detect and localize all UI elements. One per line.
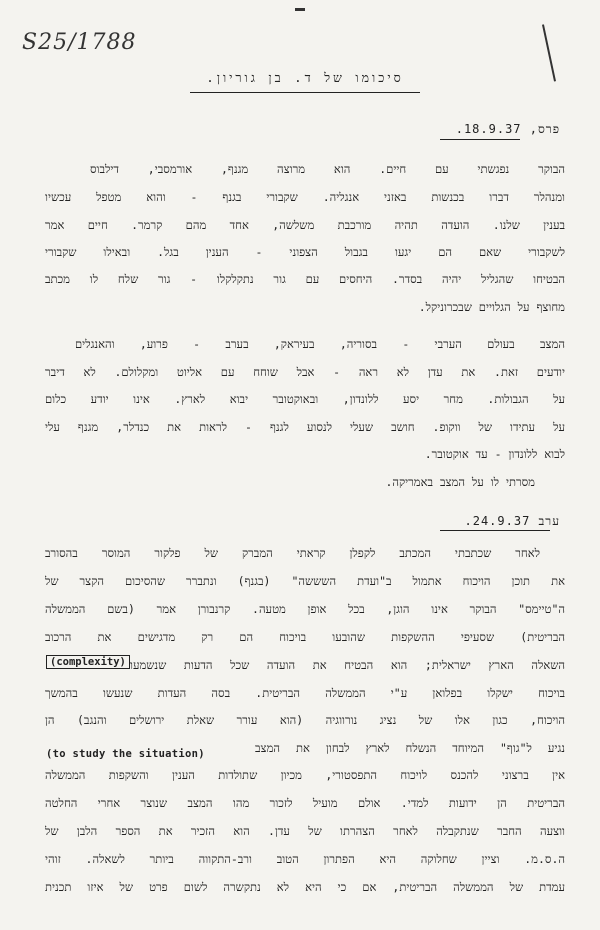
section2-line-4: הבריטית) שסעיפי ההשקפות שהובעו בויכוח הם רק מדגישים את הרכוב — [45, 630, 565, 644]
section1-line-7: המצב בעולם הערבי - בסוריה, בעיראק, בערב - פרוע, והאנגלים — [75, 337, 565, 351]
section1-date-underline — [440, 139, 520, 140]
document-title: סיכומו של ד. בן גוריון. — [206, 70, 404, 85]
section1-line-4: לשקבורי שאם הם יגעו בגבול הצפוני - הענין בגל. ובאילו שקבורי — [45, 245, 565, 259]
handwritten-reference: S25/1788 — [22, 30, 137, 55]
section1-dateline: פרס, 18.9.37. — [455, 122, 560, 136]
section1-line-6: מחוצף על הגלויים שבכרוניקל. — [418, 300, 565, 314]
section1-line-11: לבוא ללונדון - עד אוקטובר. — [424, 447, 565, 461]
section2-line-1: לאחר שכתבתי המכתב לקפלן קראתי המברק של פלקור המוסר בהסורב — [45, 546, 540, 560]
section1-line-9: על הגבולות. מחר יסע ללונדון, ובאוקטובר יבוא לארץ. אינו יודע כלום — [45, 392, 565, 406]
latin-insert-complexity: (complexity) — [46, 655, 130, 669]
section1-line-1: הבוקר נפגשתי עם חיים. הוא מרוצה מגנף, אורמסבי, דילבוס — [90, 162, 565, 176]
section2-line-9: אין ברצוני להכנס לויכוח התפסטורי, מכיון שתולדות הענין והשקפות הממשלה — [45, 768, 565, 782]
section1-line-10: על עתידו של ווקופ. חושב שעלי לנסוע לגנף - לראות את כנדלר, מגנף עלי — [45, 420, 565, 434]
latin-insert-study-situation: (to study the situation) — [46, 748, 205, 760]
section2-dateline: ערב 24.9.37. — [464, 514, 560, 528]
section1-line-8: יודעים זאת. את עדן לא ראה - אבל שוחח עם אליוט ומקלולם. לא דיבר — [45, 365, 565, 379]
section2-line-6: בויכוח ישקלו בפלואן ע"י הממשלה הבריטית. בסה העדות שנעשו בהמשך — [45, 686, 565, 700]
section2-line-10: הבריטית הן ידועות למדי. אולם מועיל לזכור מהו המצב שנוצר אחרי החלטה — [45, 796, 565, 810]
section2-line-8: נגיע ל"גוף" המיוחד הנשלח לארץ לבחון את המצב — [255, 741, 565, 755]
section1-line-12: מסרתי לו על המצב באמריקה. — [385, 475, 535, 489]
section2-date-underline — [440, 530, 550, 531]
section2-line-7: הויכוח, כגון אלו של נציג נורווגיה (הוא עורר שאלת ירושלים והנגב) הן — [45, 713, 565, 727]
section1-line-5: הבטיחו שהגליל יהיה בסדר. היחסים עם גור נתקלקלו - גור שלח לו מכתב — [45, 272, 565, 286]
section2-line-13: עמדת של הממשלה הבריטית, אם כי היא לא נתקשרה לשום פרט של איזו תכנית — [45, 880, 565, 894]
section1-line-2: ומנהלר דברו בכנשות באזני אנגליה. שקבורי בגנף - והוא מטפל עכשיו — [45, 190, 565, 204]
section2-line-11: ווצעה החבר שנתקבלה לאחר הצהרתו של עדן. הוא הזכיר את הספר הלבן של — [45, 824, 565, 838]
section2-line-2: את תוכן הויכוח אתמול ב"ועדת השששה" (בגנף) ונתברר שהסיכום הקצר של — [45, 574, 565, 588]
section2-line-5: השאלה הארץ ישראלית; הוא הבטיח את הועדה שכל הדעות שנשמעו — [130, 658, 565, 672]
section2-line-12: ה.ס.מ. וציין שחלוקה היא הפתרון הטוב ורב-התקווה ביותר לשאלה. זוהי — [45, 852, 565, 866]
section2-line-3: ה"טיימס" הבוקר אינו הוגן, בכל אופן מטעה. קרנבורן אמר (בשם הממשלה — [45, 602, 565, 616]
punch-mark — [295, 8, 305, 11]
section1-line-3: בענין שלנו. הועדה תהיה מורכבת משלשה, אחד מהם קרמר. חיים אמר — [45, 218, 565, 232]
margin-pen-stroke — [542, 24, 556, 81]
title-underline — [190, 92, 420, 93]
